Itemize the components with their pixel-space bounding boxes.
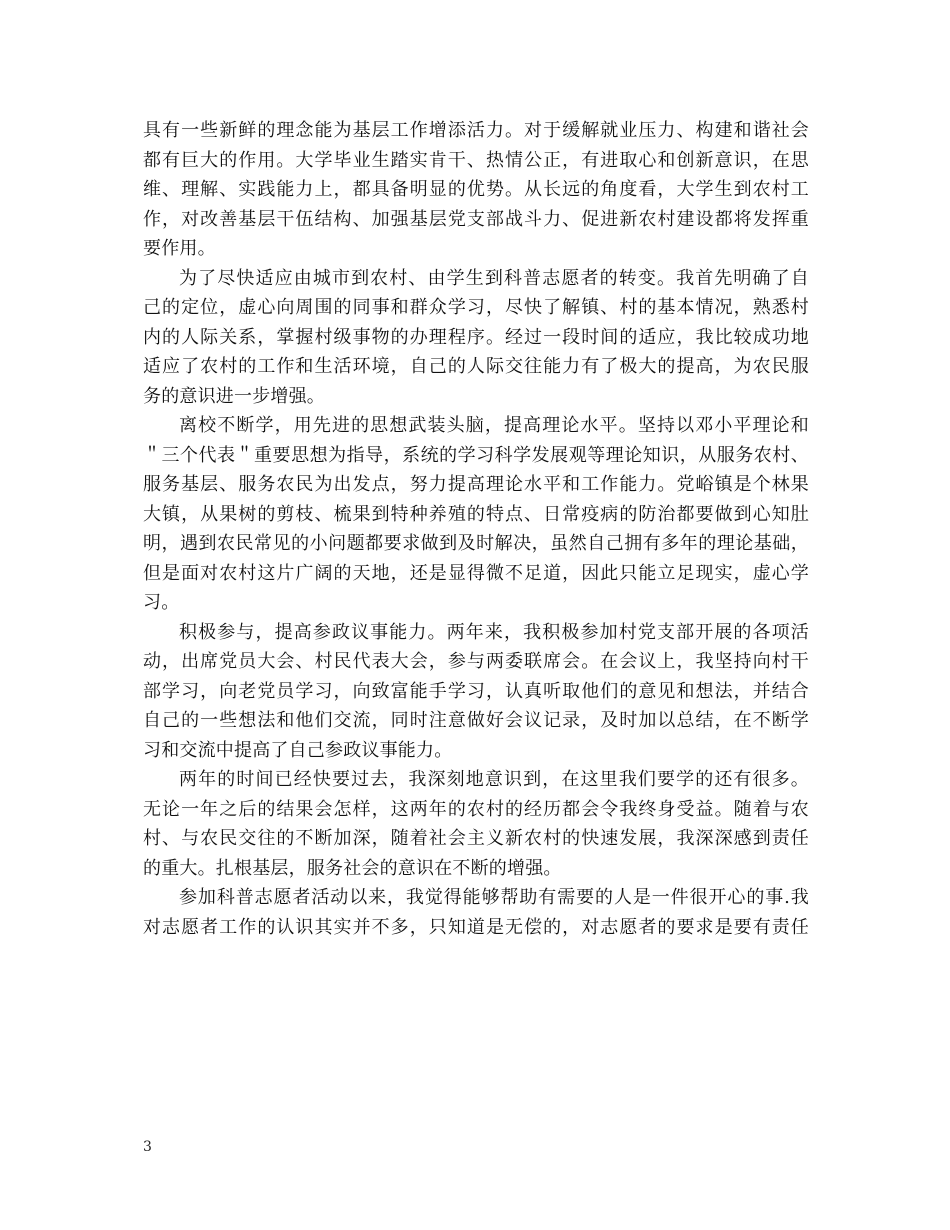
text-line: 务的意识进一步增强。 <box>143 385 325 407</box>
text-line: 自己的一些想法和他们交流，同时注意做好会议记录，及时加以总结，在不断学 <box>143 710 809 731</box>
text-line: 大镇，从果树的剪枝、梳果到特种养殖的特点、日常疫病的防治都要做到心知肚 <box>143 503 809 525</box>
text-line: 村、与农民交往的不断加深，随着社会主义新农村的快速发展，我深深感到责任 <box>143 828 809 849</box>
text-line: 要作用。 <box>143 238 216 259</box>
text-line: 但是面对农村这片广阔的天地，还是显得微不足道，因此只能立足现实，虚心学 <box>143 562 809 584</box>
text-line: 习和交流中提高了自己参政议事能力。 <box>143 739 453 761</box>
text-line: 内的人际关系，掌握村级事物的办理程序。经过一段时间的适应，我比较成功地 <box>143 326 809 348</box>
paragraph-first-line: 离校不断学，用先进的思想武装头脑，提高理论水平。坚持以邓小平理论和 <box>179 415 809 436</box>
text-line: 作，对改善基层干伍结构、加强基层党支部战斗力、促进新农村建设都将发挥重 <box>143 208 809 230</box>
text-line: 部学习，向老党员学习，向致富能手学习，认真听取他们的意见和想法，并结合 <box>143 680 809 702</box>
paragraph-first-line: 积极参与，提高参政议事能力。两年来，我积极参加村党支部开展的各项活 <box>179 621 809 643</box>
text-line: 无论一年之后的结果会怎样，这两年的农村的经历都会令我终身受益。随着与农 <box>143 798 809 820</box>
paragraph-first-line: 两年的时间已经快要过去，我深刻地意识到，在这里我们要学的还有很多。 <box>179 769 809 790</box>
text-line: 服务基层、服务农民为出发点，努力提高理论水平和工作能力。党峪镇是个林果 <box>143 474 809 495</box>
text-line: ＂三个代表＂重要思想为指导，系统的学习科学发展观等理论知识，从服务农村、 <box>143 444 809 466</box>
page-number: 3 <box>143 1139 152 1155</box>
text-line: 动，出席党员大会、村民代表大会，参与两委联席会。在会议上，我坚持向村干 <box>143 651 809 672</box>
paragraph-first-line: 为了尽快适应由城市到农村、由学生到科普志愿者的转变。我首先明确了自 <box>179 267 809 289</box>
paragraph-first-line: 参加科普志愿者活动以来，我觉得能够帮助有需要的人是一件很开心的事.我 <box>179 887 809 908</box>
text-line: 适应了农村的工作和生活环境，自己的人际交往能力有了极大的提高，为农民服 <box>143 356 809 377</box>
text-line: 的重大。扎根基层，服务社会的意识在不断的增强。 <box>143 857 562 879</box>
text-line: 维、理解、实践能力上，都具备明显的优势。从长远的角度看，大学生到农村工 <box>143 179 809 200</box>
text-line: 明，遇到农民常见的小问题都要求做到及时解决，虽然自己拥有多年的理论基础， <box>143 533 809 554</box>
text-line: 习。 <box>143 592 180 613</box>
text-line: 都有巨大的作用。大学毕业生踏实肯干、热情公正，有进取心和创新意识，在思 <box>143 149 809 171</box>
text-line: 对志愿者工作的认识其实并不多，只知道是无偿的，对志愿者的要求是要有责任 <box>143 916 809 938</box>
document-body <box>143 116 809 942</box>
text-line: 己的定位，虚心向周围的同事和群众学习，尽快了解镇、村的基本情况，熟悉村 <box>143 297 809 318</box>
text-line: 具有一些新鲜的理念能为基层工作增添活力。对于缓解就业压力、构建和谐社会 <box>143 120 809 141</box>
